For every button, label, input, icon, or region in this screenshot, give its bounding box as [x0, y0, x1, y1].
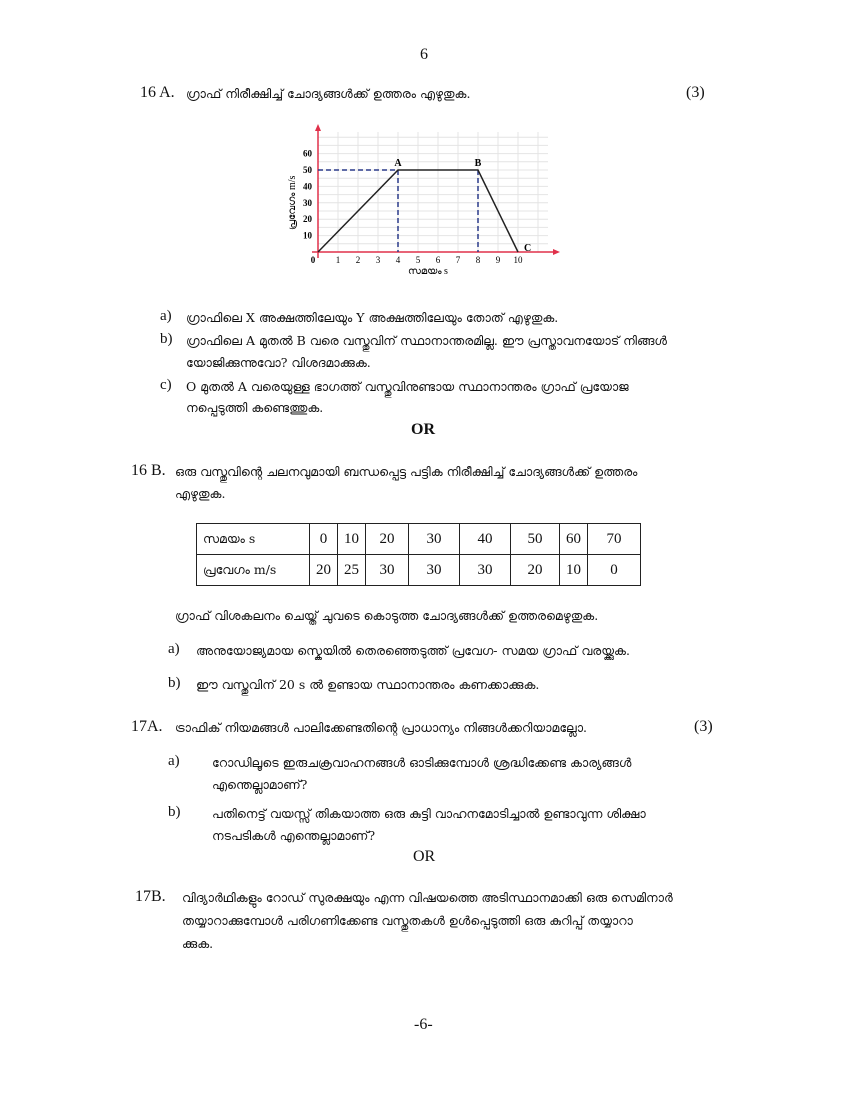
x-axis-label: സമയം s	[408, 266, 448, 277]
velocity-time-graph	[280, 122, 570, 282]
or-divider-2: OR	[413, 848, 436, 865]
table-header-velocity: പ്രവേഗം m/s	[197, 555, 310, 586]
table-cell: 60	[560, 524, 588, 555]
table-cell: 30	[409, 555, 460, 586]
q16b-instruction: ഗ്രാഫ് വിശകലനം ചെയ്ത് ചുവടെ കൊടുത്ത ചോദ്യങ്ങൾക്ക് ഉത്തരമെഴുതുക.	[175, 608, 599, 623]
y-axis-arrow-icon	[315, 124, 321, 131]
y-tick-label: 60	[303, 148, 312, 159]
q17a-a-text-cont: എന്തെല്ലാമാണ്?	[212, 777, 308, 792]
q16a-b-label: b)	[160, 331, 173, 347]
q16b-text-cont: എഴുതുക.	[175, 486, 226, 501]
q17a-marks: (3)	[694, 718, 713, 735]
table-cell: 30	[409, 524, 460, 555]
origin-label: 0	[310, 255, 316, 265]
q17b-text-cont-2: ക്കുക.	[182, 936, 214, 951]
y-tick-label: 10	[303, 230, 312, 241]
x-tick-label: 7	[455, 255, 461, 265]
x-tick-label: 2	[355, 255, 361, 265]
q17a-b-label: b)	[168, 804, 181, 820]
q16a-number: 16 A.	[140, 84, 175, 101]
q17a-a-label: a)	[168, 753, 180, 769]
page-number-bottom: -6-	[414, 1016, 433, 1033]
q17a-b-text-cont: നടപടികൾ എന്തെല്ലാമാണ്?	[212, 828, 376, 843]
q17a-number: 17A.	[131, 718, 163, 735]
q16a-c-text: O മുതൽ A വരെയുള്ള ഭാഗത്ത് വസ്തുവിനുണ്ടായ സ്ഥാനാന്തരം ഗ്രാഫ് പ്രയോജ	[186, 379, 629, 394]
table-cell: 0	[588, 555, 641, 586]
table-cell: 70	[588, 524, 641, 555]
y-tick-label: 30	[303, 197, 312, 208]
q16b-a-label: a)	[168, 641, 180, 657]
table-cell: 30	[366, 555, 409, 586]
table-row-time	[197, 524, 641, 555]
x-axis-arrow-icon	[553, 249, 560, 255]
y-tick-label: 40	[303, 181, 312, 192]
table-cell: 30	[460, 555, 511, 586]
q17a-a-text: റോഡിലൂടെ ഇരുചക്രവാഹനങ്ങൾ ഓടിക്കുമ്പോൾ ശ്രദ്ധിക്കേണ്ട കാര്യങ്ങൾ	[212, 755, 632, 770]
q17a-b-text: പതിനെട്ട് വയസ്സ് തികയാത്ത ഒരു കുട്ടി വാഹനമോടിച്ചാൽ ഉണ്ടാവുന്ന ശിക്ഷാ	[212, 806, 646, 821]
table-header-time: സമയം s	[197, 524, 310, 555]
x-tick-label: 6	[435, 255, 441, 265]
or-divider-1: OR	[411, 421, 435, 438]
table-cell: 50	[511, 524, 560, 555]
q16a-b-text: ഗ്രാഫിലെ A മുതൽ B വരെ വസ്തുവിന് സ്ഥാനാന്തരമില്ല. ഈ പ്രസ്താവനയോട് നിങ്ങൾ	[186, 333, 667, 348]
point-label-a: A	[394, 158, 402, 169]
table-cell: 40	[460, 524, 511, 555]
table-cell: 20	[366, 524, 409, 555]
table-cell: 20	[310, 555, 338, 586]
q16b-number: 16 B.	[131, 462, 166, 479]
velocity-time-table	[196, 523, 641, 586]
q16b-a-text: അനുയോജ്യമായ സ്കെയിൽ തെരഞ്ഞെടുത്ത് പ്രവേഗ- സമയ ഗ്രാഫ് വരയ്ക്കുക.	[196, 643, 630, 658]
q16b-b-text: ഈ വസ്തുവിന് 20 s ൽ ഉണ്ടായ സ്ഥാനാന്തരം കണക്കാക്കുക.	[196, 677, 540, 692]
q16a-c-label: c)	[160, 377, 172, 393]
y-tick-label: 50	[303, 165, 312, 175]
x-tick-label: 3	[375, 255, 381, 265]
table-cell: 10	[560, 555, 588, 586]
q17b-number: 17B.	[135, 888, 166, 905]
table-cell: 0	[310, 524, 338, 555]
q17a-text: ട്രാഫിക് നിയമങ്ങൾ പാലിക്കേണ്ടതിന്റെ പ്രാധാന്യം നിങ്ങൾക്കറിയാമല്ലോ.	[175, 720, 588, 735]
table-cell: 10	[338, 524, 366, 555]
q17b-text-cont-1: തയ്യാറാക്കുമ്പോൾ പരിഗണിക്കേണ്ട വസ്തുതകൾ ഉൾപ്പെടുത്തി ഒരു കുറിപ്പ് തയ്യാറാ	[182, 913, 633, 928]
q16a-marks: (3)	[686, 84, 705, 101]
q16b-text: ഒരു വസ്തുവിന്റെ ചലനവുമായി ബന്ധപ്പെട്ട പട്ടിക നിരീക്ഷിച്ച് ചോദ്യങ്ങൾക്ക് ഉത്തരം	[175, 464, 638, 479]
q16a-a-label: a)	[160, 308, 172, 324]
x-tick-label: 8	[475, 255, 481, 265]
x-tick-label: 10	[513, 255, 523, 265]
x-tick-label: 1	[335, 255, 341, 265]
y-tick-label: 20	[303, 214, 312, 225]
page-number-top: 6	[420, 46, 428, 63]
table-row-velocity	[197, 555, 641, 586]
y-axis-label: പ്രവേഗം m/s	[287, 175, 298, 231]
x-tick-label: 4	[395, 255, 401, 265]
x-tick-label: 5	[415, 255, 421, 265]
x-tick-label: 9	[495, 255, 501, 265]
q17b-text: വിദ്യാർഥികളും റോഡ് സുരക്ഷയും എന്ന വിഷയത്തെ അടിസ്ഥാനമാക്കി ഒരു സെമിനാർ	[182, 890, 673, 905]
table-cell: 20	[511, 555, 560, 586]
q16a-text: ഗ്രാഫ് നിരീക്ഷിച്ച് ചോദ്യങ്ങൾക്ക് ഉത്തരം എഴുതുക.	[186, 86, 471, 101]
table-cell: 25	[338, 555, 366, 586]
q16a-b-text-cont: യോജിക്കുന്നുവോ? വിശദമാക്കുക.	[186, 355, 371, 370]
q16a-c-text-cont: നപ്പെടുത്തി കണ്ടെത്തുക.	[186, 400, 324, 415]
q16b-b-label: b)	[168, 675, 181, 691]
q16a-a-text: ഗ്രാഫിലെ X അക്ഷത്തിലേയും Y അക്ഷത്തിലേയും തോത് എഴുതുക.	[186, 310, 559, 325]
point-label-c: C	[524, 243, 532, 254]
point-label-b: B	[474, 158, 482, 169]
